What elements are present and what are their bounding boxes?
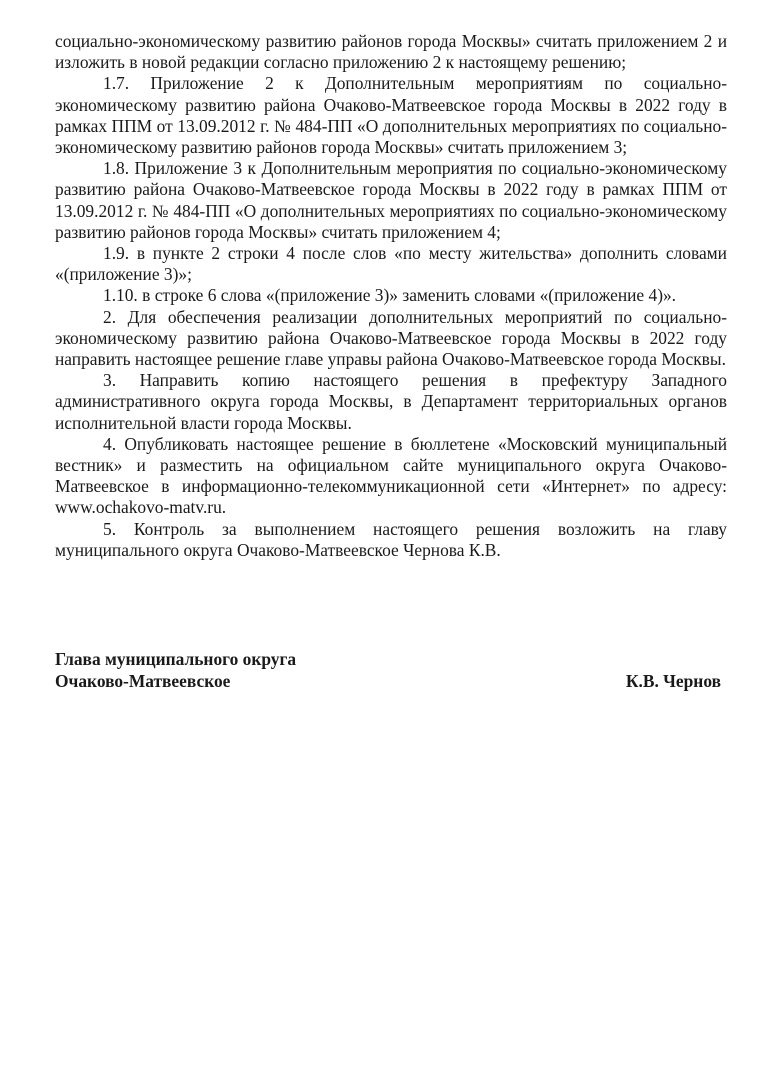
- paragraph-4: 4. Опубликовать настоящее решение в бюллетене «Московский муниципальный вестник» и разместить на официальном сайте муниципального округа Очаково-Матвеевское в информационно-телекоммуникационной сети «Интернет» по адресу: www.ochakovo-matv.ru.: [55, 433, 727, 518]
- signature-position-line1: Глава муниципального округа: [55, 649, 297, 669]
- signature-block: [55, 648, 721, 692]
- paragraph-3: 3. Направить копию настоящего решения в префектуру Западного административного округа города Москвы, в Департамент территориальных органов исполнительной власти города Москвы.: [55, 370, 727, 433]
- paragraph-1-9: 1.9. в пункте 2 строки 4 после слов «по месту жительства» дополнить словами «(приложение 3)»;: [55, 243, 727, 285]
- paragraph-continuation: социально-экономическому развитию районов города Москвы» считать приложением 2 и изложить в новой редакции согласно приложению 2 к настоящему решению;: [55, 31, 727, 73]
- paragraph-1-10: 1.10. в строке 6 слова «(приложение 3)» заменить словами «(приложение 4)».: [103, 285, 677, 306]
- paragraph-2: 2. Для обеспечения реализации дополнительных мероприятий по социально-экономическому развитию района Очаково-Матвеевское города Москвы в 2022 году направить настоящее решение главе управы района Очаково-Матвеевское города Москвы.: [55, 306, 727, 370]
- paragraph-5: 5. Контроль за выполнением настоящего решения возложить на главу муниципального округа Очаково-Матвеевское Чернова К.В.: [55, 518, 727, 560]
- paragraph-1-8: 1.8. Приложение 3 к Дополнительным мероприятия по социально-экономическому развитию района Очаково-Матвеевское города Москвы в 2022 году в рамках ППМ от 13.09.2012 г. № 484-ПП «О дополнительных мероприятиях по социально-экономическому развитию районов города Москвы» считать приложением 4;: [55, 158, 727, 242]
- signatory-name: К.В. Чернов: [625, 671, 721, 691]
- signature-line: [55, 670, 721, 692]
- paragraph-1-7: 1.7. Приложение 2 к Дополнительным мероприятиям по социально-экономическому развитию района Очаково-Матвеевское города Москвы в 2022 году в рамках ППМ от 13.09.2012 г. № 484-ПП «О дополнительных мероприятиях по социально-экономическому развитию районов города Москвы» считать приложением 3;: [55, 73, 727, 158]
- document-body: [55, 31, 727, 561]
- signature-position-line2: Очаково-Матвеевское: [55, 671, 231, 691]
